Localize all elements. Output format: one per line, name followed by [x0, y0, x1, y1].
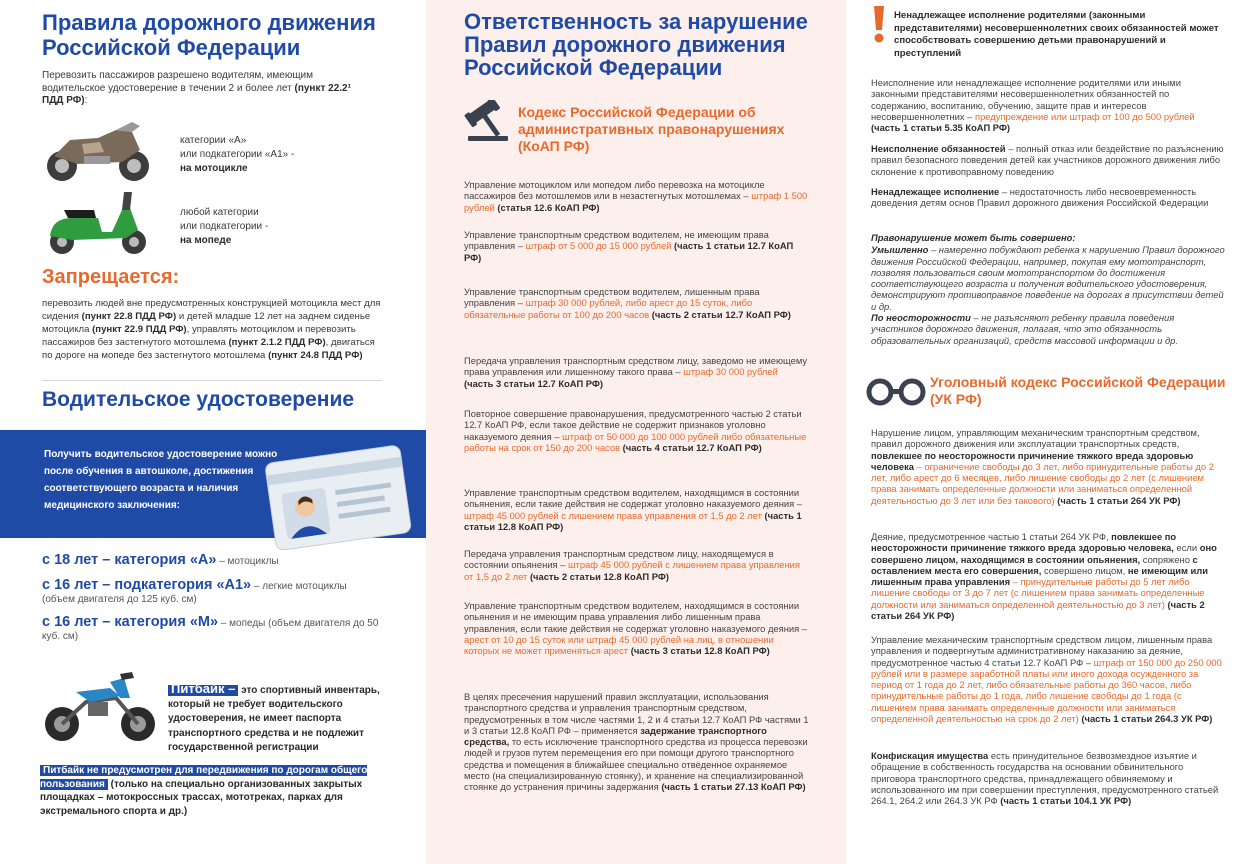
pitbike-note-rest: (только на специально организованных закрытых площадках – мотокроссных трассах, мототреках, парках для экстремального спорта и др.): [40, 778, 363, 817]
parents-duty-text: Неисполнение или ненадлежащее исполнение родителями или иными законными представителями несовершеннолетних обязанностей по содержанию, воспитанию, обучению, защите прав и интересов несовершеннолетних –: [871, 77, 1181, 122]
category-m-title: с 16 лет – категория «М»: [42, 614, 219, 630]
exclamation-icon: [871, 4, 887, 44]
uk-item-2-bold-3: с оставлением места его совершения,: [871, 553, 1198, 576]
category-m-desc: – мопеды (объем двигателя до 50 куб. см): [42, 618, 379, 642]
koap-item-6-ref: (часть 1 статьи 12.8 КоАП РФ): [464, 509, 802, 532]
offence-negligent-text: – не разъясняют ребенку правила поведения участников дорожного движения, полагая, что это обязанность образовательных организаций, средств массовой информации и др.: [871, 312, 1178, 346]
middle-title: Ответственность за нарушение Правил дорожного движения Российской Федерации: [464, 9, 808, 80]
uk-item-2-fine: – принудительные работы до 5 лет либо лишение свободы от 3 до 7 лет (с лишением права занимать определенные должности или заниматься определенной деятельностью до 3 лет): [871, 576, 1205, 610]
koap-item-8-ref: (часть 3 статьи 12.8 КоАП РФ): [630, 645, 770, 657]
forbid-ref-3: (пункт 2.1.2 ПДД РФ): [228, 337, 326, 348]
uk-item-3-fine: штраф от 150 000 до 250 000 рублей или в размере заработной платы или иного дохода осужденного за период от 1 года до 2 лет, либо обязательные работы до 360 часов, либо принудительные работы до 1 года, либо лишение свободы до 1 года (с лишением права занимать определенные должности или заниматься определенной деятельностью на срок до 2 лет): [871, 656, 1222, 725]
koap-item-9-ref: (часть 1 статьи 27.13 КоАП РФ): [661, 781, 806, 793]
uk-item-3-ref: (часть 1 статьи 264.3 УК РФ): [1081, 713, 1213, 725]
koap-item-2-ref: (часть 1 статьи 12.7 КоАП РФ): [464, 240, 794, 263]
koap-item-7: [464, 548, 809, 582]
moto-category-text: [180, 134, 340, 176]
koap-item-3-ref: (часть 2 статьи 12.7 КоАП РФ): [651, 308, 791, 320]
uk-item-2: [871, 531, 1226, 621]
moto-line-3: на мотоцикле: [180, 163, 248, 174]
koap-item-5: [464, 408, 809, 453]
offence-intentional-term: Умышленно: [871, 244, 929, 256]
koap-item-7-ref: (часть 2 статьи 12.8 КоАП РФ): [529, 570, 669, 582]
category-a1-desc: – легкие мотоциклы: [251, 581, 347, 592]
koap-item-4-fine: штраф 30 000 рублей: [683, 366, 778, 378]
uk-title: Уголовный кодекс Российской Федерации (УК РФ): [930, 374, 1226, 407]
forbid-part-1: перевозить людей вне предусмотренных конструкцией мотоцикла мест для сидения: [42, 298, 381, 322]
category-a1-title: с 16 лет – подкатегория «А1»: [42, 577, 252, 593]
koap-item-1-fine: штраф 1 500 рублей: [464, 190, 808, 213]
intro-tail: :: [84, 95, 88, 106]
koap-item-6-text: Управление транспортным средством водителем, находящимся в состоянии опьянения, если такие действия не содержат уголовно наказуемого деяния –: [464, 487, 803, 510]
uk-item-1-text: Нарушение лицом, управляющим механическим транспортным средством, правил дорожного движения или эксплуатации транспортных средств,: [871, 427, 1200, 450]
koap-item-4-text: Передача управления транспортным средством лицу, заведомо не имеющему права управления или лишенному такого права –: [464, 355, 808, 378]
forbid-ref-4: (пункт 24.8 ПДД РФ): [268, 350, 363, 361]
category-a1-sub: (объем двигателя до 125 куб. см): [42, 594, 197, 605]
section-divider: [42, 380, 382, 381]
uk-item-2-text-3: сопряжено: [1142, 553, 1190, 565]
non-fulfillment-text: – полный отказ или бездействие по разъяснению правил безопасного поведения детей как участников дорожного движения либо склонение к противоправному поведению: [871, 143, 1224, 177]
pitbike-highlight: [168, 681, 238, 696]
uk-item-2-text-2: если: [1176, 542, 1198, 554]
pitbike-note: [40, 764, 400, 818]
uk-item-3: [871, 634, 1226, 724]
koap-item-9-rest: то есть исключение транспортного средства из процесса перевозки людей и грузов путем перемещения его при помощи другого транспортного средства и помещения в ближайшее специально отведенное охраняемое место (на специализированную стоянку), и хранение на специализированной стоянке до устранения причины задержания: [464, 736, 808, 793]
offence-negligent-term: По неосторожности: [871, 312, 971, 324]
category-m: [42, 616, 392, 643]
pitbike-note-highlight: Питбайк не предусмотрен для передвижения по дорогам общего пользования: [40, 765, 368, 790]
middle-column: [426, 0, 846, 864]
motorcycle-icon: [40, 118, 158, 186]
koap-item-3-text: Управление транспортным средством водителем, лишенным права управления –: [464, 286, 760, 309]
parents-duty-ref: (часть 1 статьи 5.35 КоАП РФ): [871, 122, 1011, 134]
gavel-icon: [462, 100, 512, 142]
intro-paragraph: [42, 70, 372, 108]
uk-item-1-ref: (часть 1 статьи 264 УК РФ): [1057, 494, 1181, 506]
koap-item-2-text: Управление транспортным средством водителем, не имеющим права управления –: [464, 229, 769, 252]
forbid-part-4: , двигаться по дороге на мопеде без застегнутого мотошлема: [42, 337, 375, 361]
uk-item-2-bold-1: повлекшее по неосторожности причинение тяжкого вреда здоровью человека,: [871, 531, 1177, 554]
koap-item-1-text: Управление мотоциклом или мопедом либо перевозка на мотоцикле пассажиров без мотошлемов или в незастегнутых мотошлемах –: [464, 179, 765, 202]
forbid-text: [42, 297, 387, 362]
category-a1: [42, 579, 392, 606]
intro-text: Перевозить пассажиров разрешено водителям, имеющим водительское удостоверение в течении 2 и более лет: [42, 70, 314, 94]
moped-line-1: любой категории: [180, 207, 259, 218]
koap-item-2-fine: штраф от 5 000 до 15 000 рублей: [525, 240, 672, 252]
uk-item-2-ref: (часть 2 статьи 264 УК РФ): [871, 598, 1205, 622]
license-title: Водительское удостоверение: [42, 388, 355, 411]
koap-item-9: [464, 691, 809, 793]
uk-item-2-text: Деяние, предусмотренное частью 1 статьи 264 УК РФ,: [871, 531, 1109, 542]
uk-item-4-ref: (часть 1 статьи 104.1 УК РФ): [1000, 795, 1132, 807]
uk-item-3-text: Управление механическим транспортным средством лицом, лишенным права управления и подвергнутым административному наказанию за деяние, предусмотренное частью 4 статьи 12.7 КоАП РФ –: [871, 634, 1213, 668]
moped-line-3: на мопеде: [180, 235, 232, 246]
non-fulfillment-term: Неисполнение обязанностей: [871, 143, 1006, 154]
forbid-ref-1: (пункт 22.8 ПДД РФ): [81, 311, 177, 322]
improper-fulfillment-term: Ненадлежащее исполнение: [871, 186, 1000, 197]
parents-duty: [871, 77, 1226, 133]
koap-item-1-ref: (статья 12.6 КоАП РФ): [497, 201, 600, 213]
pitbike-text: это спортивный инвентарь, который не требует водительского удостоверения, не имеет паспорта транспортного средства и не подлежит государственной регистрации: [168, 685, 380, 753]
category-a-title: с 18 лет – категория «А»: [42, 552, 217, 568]
koap-item-5-ref: (часть 4 статьи 12.7 КоАП РФ): [622, 441, 762, 453]
uk-item-1-fine: – ограничение свободы до 3 лет, либо принудительные работы до 2 лет, либо арест до 6 месяцев, либо лишение свободы до 2 лет (с лишением права занимать определенные должности или заниматься определенной деятельностью до 3 лет или без такового): [871, 460, 1214, 506]
left-title: Правила дорожного движения Российской Федерации: [42, 10, 376, 60]
scooter-icon: [42, 188, 154, 258]
moto-line-1: категории «А»: [180, 135, 247, 146]
koap-item-5-text: Повторное совершение правонарушения, предусмотренного частью 2 статьи 12.7 КоАП РФ, если такое действие не содержит признаков уголовно наказуемого деяния –: [464, 408, 802, 442]
koap-item-4: [464, 355, 809, 389]
koap-title: Кодекс Российской Федерации об административных правонарушениях (КоАП РФ): [518, 104, 785, 154]
koap-item-3-fine: штраф 30 000 рублей, либо арест до 15 суток, либо обязательные работы от 100 до 200 часов: [464, 297, 753, 320]
koap-item-3: [464, 286, 809, 320]
intro-ref: (пункт 22.2¹ ПДД РФ): [42, 82, 351, 106]
koap-item-8-fine: арест от 10 до 15 суток или штраф 45 000 рублей на лиц, в отношении которых не может применяться арест: [464, 633, 774, 657]
koap-item-7-text: Передача управления транспортным средством лицу, находящемуся в состоянии опьянения –: [464, 548, 774, 571]
uk-item-2-text-4: совершено лицом,: [1044, 564, 1126, 576]
license-card-icon: [262, 444, 412, 550]
koap-item-2: [464, 229, 809, 263]
koap-item-4-ref: (часть 3 статьи 12.7 КоАП РФ): [464, 377, 604, 389]
category-a-desc: – мотоциклы: [216, 556, 279, 567]
offence-intentional: [871, 244, 1226, 312]
non-fulfillment: [871, 143, 1226, 177]
moped-category-text: [180, 206, 340, 248]
koap-item-6-fine: штраф 45 000 рублей с лишением права управления от 1,5 до 2 лет: [464, 509, 762, 521]
koap-item-9-bold: задержание транспортного средства,: [464, 724, 767, 748]
pitbike-icon: [40, 668, 160, 746]
improper-fulfillment-text: – недостаточность либо несвоевременность доведения детям основ Правил дорожного движения Российской Федерации: [871, 186, 1209, 209]
koap-item-1: [464, 179, 809, 213]
license-band-text: Получить водительское удостоверение можно после обучения в автошколе, достижения соответствующего возраста и наличия медицинского заключения:: [44, 449, 278, 511]
uk-item-4-term: Конфискация имущества: [871, 750, 989, 761]
koap-item-8-text: Управление транспортным средством водителем, находящимся в состоянии опьянения и не имеющим права управления либо лишенным права управления, если такие действия не содержат уголовно наказуемого деяния –: [464, 600, 808, 634]
category-a: [42, 554, 392, 568]
koap-item-5-fine: штраф от 50 000 до 100 000 рублей либо обязательные работы на срок от 150 до 200 часов: [464, 430, 807, 453]
moped-line-2: или подкатегории -: [180, 221, 269, 232]
koap-item-8: [464, 600, 809, 656]
uk-item-2-bold-2: оно совершено лицом, находящимся в состоянии опьянения,: [871, 542, 1217, 565]
forbid-part-2: и детей младше 12 лет на заднем сиденье мотоцикла: [42, 311, 371, 335]
forbid-title: Запрещается:: [42, 266, 180, 288]
improper-fulfillment: [871, 186, 1226, 209]
uk-item-4: [871, 750, 1226, 806]
pitbike-title: Питбайк –: [171, 681, 236, 696]
koap-item-6: [464, 487, 809, 532]
right-column: [846, 0, 1256, 864]
forbid-ref-2: (пункт 22.9 ПДД РФ): [92, 324, 187, 335]
offence-intentional-text: – намеренно побуждают ребенка к нарушению Правил дорожного движения Российской Федерации, например, покупая ему мототранспорт, позволяя пользоваться своим мототранспортом до достижения соответствующего возраста и получения водительского удостоверения, демонстрируют противоправное поведение на дорогах в присутствии детей и др.: [871, 244, 1225, 312]
uk-item-1: [871, 427, 1226, 506]
left-column: [0, 0, 426, 864]
offence-modes: [871, 232, 1226, 346]
offence-negligent: [871, 312, 1226, 346]
koap-item-9-text: В целях пресечения нарушений правил эксплуатации, использования транспортного средства и управления транспортным средством, предусмотренных в том числе частями 1, 2 и 4 статьи 12.7 КоАП РФ частями 1 и 3 статьи 12.8 КоАП РФ – применяется: [464, 691, 809, 736]
koap-item-7-fine: штраф 45 000 рублей с лишением права управления от 1,5 до 2 лет: [464, 559, 800, 582]
forbid-part-3: , управлять мотоциклом и перевозить пассажиров без застегнутого мотошлема: [42, 324, 356, 348]
offence-modes-head: Правонарушение может быть совершено:: [871, 232, 1076, 243]
uk-item-1-bold: повлекшее по неосторожности причинение тяжкого вреда здоровью человека: [871, 449, 1194, 472]
uk-item-4-text: есть принудительное безвозмездное изъятие и обращение в собственность государства на основании обвинительного приговора транспортного средства, принадлежащего обвиняемому и использованного им при совершении преступления, предусмотренного статьей 264.1, 264.2 или 264.3 УК РФ: [871, 750, 1219, 807]
handcuffs-icon: [866, 374, 926, 410]
pitbike-info: [168, 682, 393, 755]
warning-title: Ненадлежащее исполнение родителями (законными представителями) несовершеннолетних своих обязанностей может способствовать совершению детьми правонарушений и преступлений: [894, 10, 1219, 59]
moto-line-2: или подкатегории «А1» -: [180, 149, 295, 160]
parents-duty-fine: предупреждение или штраф от 100 до 500 рублей: [975, 110, 1195, 122]
uk-item-2-bold-4: не имеющим или лишенным права управления: [871, 564, 1208, 588]
